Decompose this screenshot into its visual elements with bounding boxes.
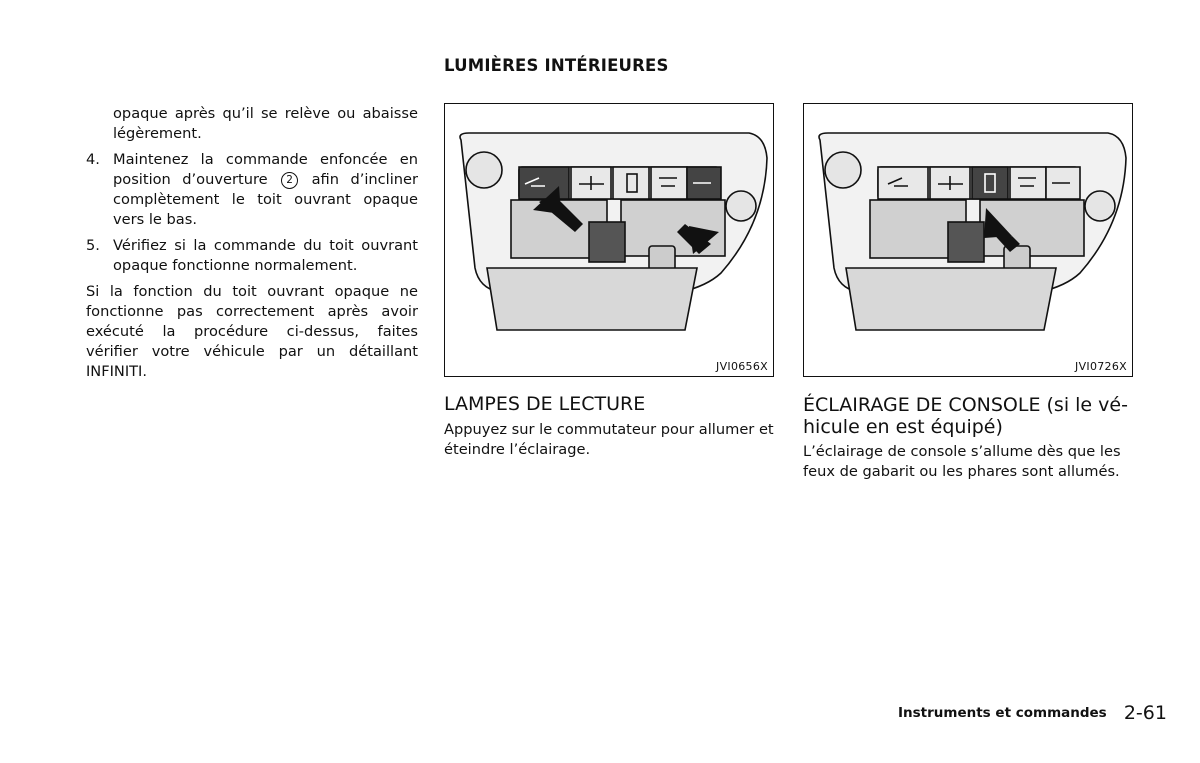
figure-reading-lamps xyxy=(444,103,774,377)
left-column xyxy=(86,104,418,382)
reading-lamps-heading: LAMPES DE LECTURE xyxy=(444,393,646,415)
console-light-body: L’éclairage de console s’allume dès que les feux de gabarit ou les phares sont allumés. xyxy=(803,443,1121,480)
figure-code: JVI0726X xyxy=(1075,360,1127,373)
figure-code: JVI0656X xyxy=(716,360,768,373)
console-light-heading-line2: hicule en est équipé) xyxy=(803,416,1003,438)
footer-label: Instruments et commandes xyxy=(898,705,1107,721)
step-5 xyxy=(86,236,418,276)
figure-console-light xyxy=(803,103,1133,377)
page-number: 2-61 xyxy=(1123,702,1167,724)
step-4-text-after: afin d’incliner complètement le toit ouvrant opaque vers le bas. xyxy=(113,171,419,228)
step-4 xyxy=(86,150,418,230)
continuation-text: opaque après qu’il se relève ou abaisse légèrement. xyxy=(113,105,418,142)
page-footer xyxy=(898,702,1167,724)
overhead-console-illustration xyxy=(449,128,769,358)
console-light-heading-line1: ÉCLAIRAGE DE CONSOLE (si le vé- xyxy=(803,394,1128,416)
step-number: 4. xyxy=(86,151,100,168)
step-5-text: Vérifiez si la commande du toit ouvrant opaque fonctionne normalement. xyxy=(113,237,418,274)
steps-list xyxy=(86,150,418,276)
closing-paragraph: Si la fonction du toit ouvrant opaque ne fonctionne pas correctement après avoir exécuté la procédure ci-dessus, faites vérifier votre véhicule par un détaillant INFINITI. xyxy=(86,283,418,380)
step-4-text-before: Maintenez la commande enfoncée en position d’ouverture xyxy=(113,151,418,188)
step-number: 5. xyxy=(86,237,100,254)
section-title: LUMIÈRES INTÉRIEURES xyxy=(444,56,669,75)
overhead-console-illustration xyxy=(808,128,1128,358)
circled-marker: 2 xyxy=(281,172,298,189)
console-light-heading xyxy=(803,394,1143,438)
reading-lamps-body: Appuyez sur le commutateur pour allumer et éteindre l’éclairage. xyxy=(444,421,774,458)
